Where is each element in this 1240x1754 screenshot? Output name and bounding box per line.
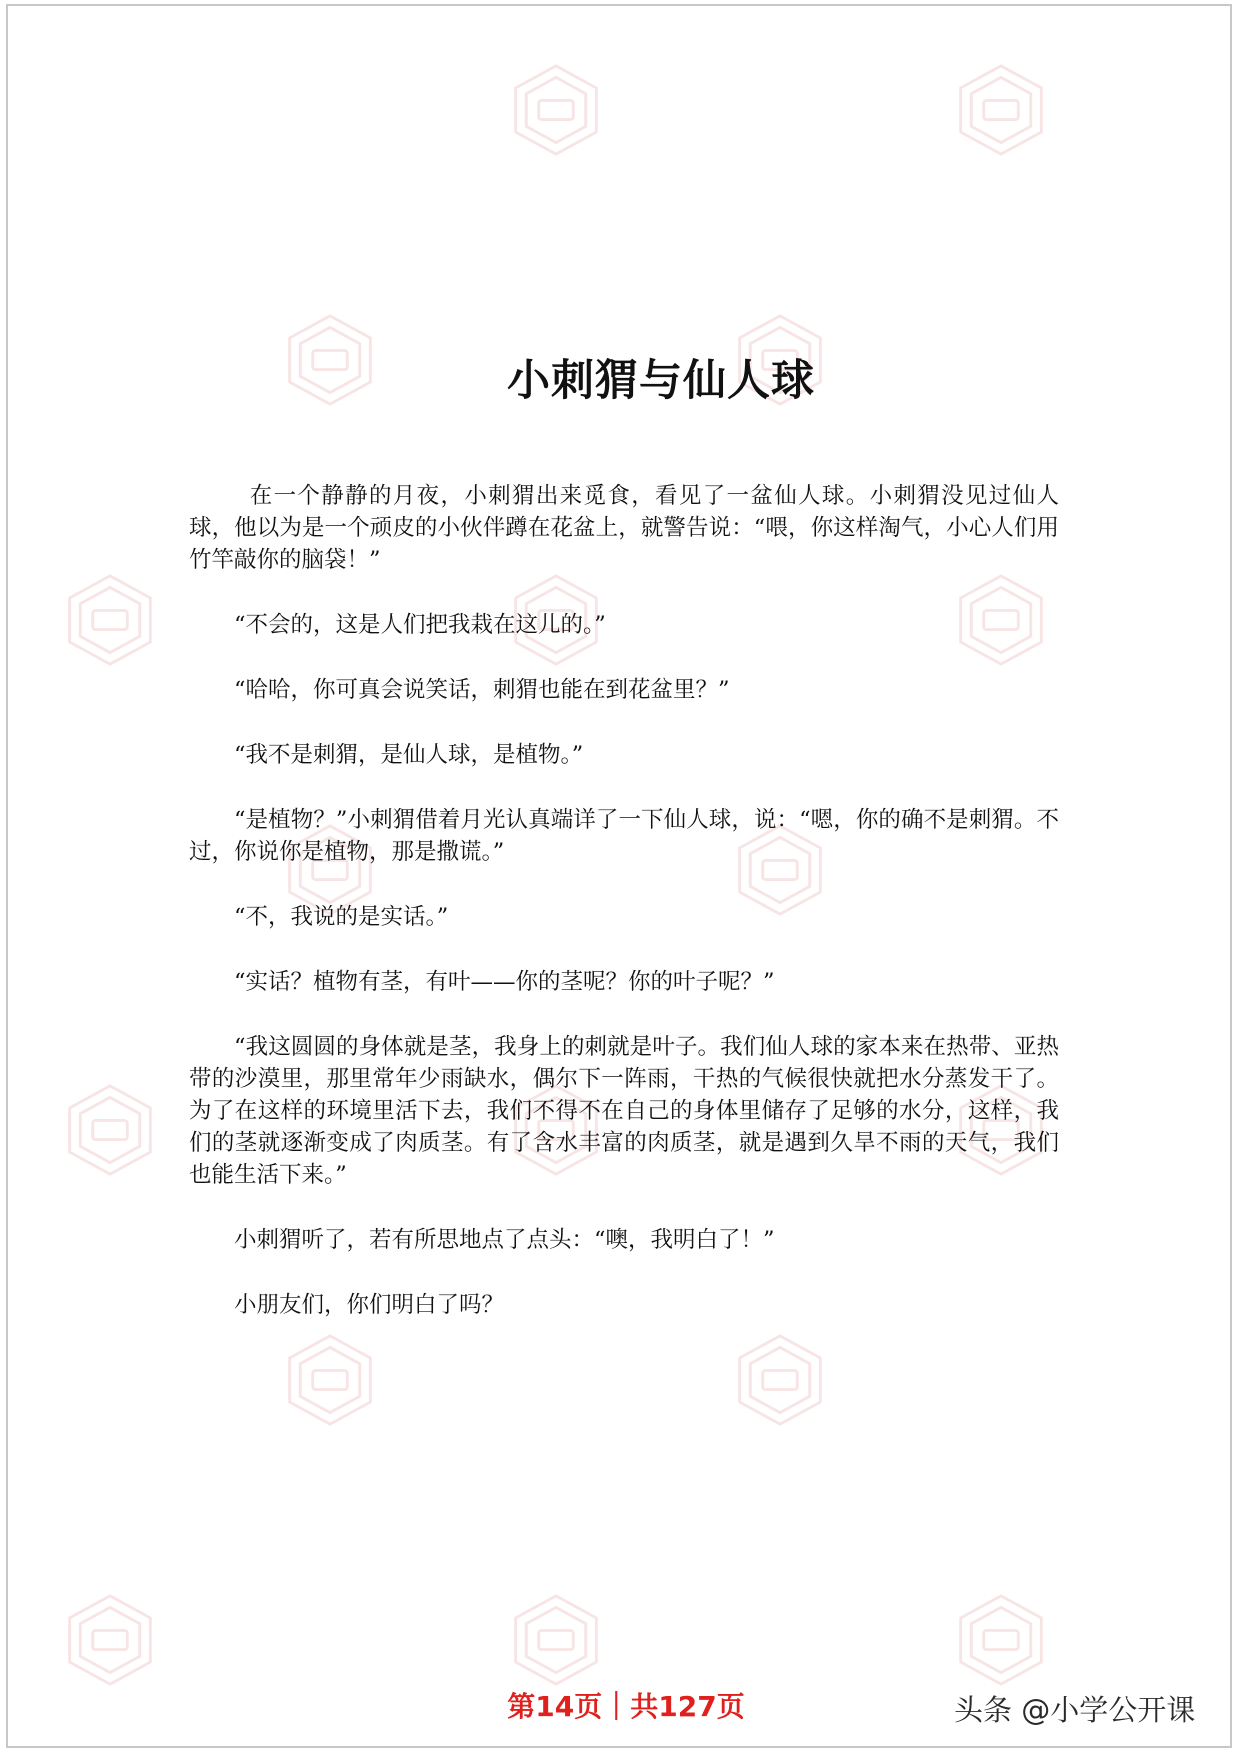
paragraph: “实话？植物有茎，有叶——你的茎呢？你的叶子呢？” xyxy=(234,969,775,995)
paragraph: “哈哈，你可真会说笑话，刺猬也能在到花盆里？” xyxy=(234,677,730,703)
watermark-hexagon-logo-icon xyxy=(953,1592,1049,1688)
watermark-hexagon-logo-icon xyxy=(62,572,158,668)
watermark-hexagon-logo-icon xyxy=(508,1592,604,1688)
watermark-hexagon-logo-icon xyxy=(508,62,604,158)
page-indicator: 第14页｜共127页 xyxy=(507,1690,745,1723)
paragraph: “不会的，这是人们把我栽在这儿的。” xyxy=(234,612,606,638)
source-credit: 头条 @小学公开课 xyxy=(954,1693,1196,1727)
document-title: 小刺猬与仙人球 xyxy=(507,356,815,406)
paragraph: “不，我说的是实话。” xyxy=(234,904,449,930)
watermark-hexagon-logo-icon xyxy=(282,1332,378,1428)
document-body xyxy=(189,480,1059,1321)
paragraph: 小刺猬听了，若有所思地点了点头：“噢，我明白了！” xyxy=(234,1227,775,1253)
paragraph: “是植物？”小刺猬借着月光认真端详了一下仙人球，说：“嗯，你的确不是刺猬。不过，你说你是植物，那是撒谎。” xyxy=(189,807,1059,865)
document-page xyxy=(6,4,1232,1748)
watermark-hexagon-logo-icon xyxy=(62,1592,158,1688)
watermark-hexagon-logo-icon xyxy=(62,1082,158,1178)
watermark-hexagon-logo-icon xyxy=(953,62,1049,158)
paragraph: 小朋友们，你们明白了吗？ xyxy=(234,1292,505,1318)
paragraph: “我不是刺猬，是仙人球，是植物。” xyxy=(234,742,584,768)
paragraph: 在一个静静的月夜，小刺猬出来觅食，看见了一盆仙人球。小刺猬没见过仙人球，他以为是一个顽皮的小伙伴蹲在花盆上，就警告说：“喂，你这样淘气，小心人们用竹竿敲你的脑袋！” xyxy=(189,483,1059,573)
paragraph: “我这圆圆的身体就是茎，我身上的刺就是叶子。我们仙人球的家本来在热带、亚热带的沙漠里，那里常年少雨缺水，偶尔下一阵雨，干热的气候很快就把水分蒸发干了。为了在这样的环境里活下去，我们不得不在自己的身体里储存了足够的水分，这样，我们的茎就逐渐变成了肉质茎。有了含水丰富的肉质茎，就是遇到久旱不雨的天气，我们也能生活下来。” xyxy=(189,1034,1059,1188)
watermark-hexagon-logo-icon xyxy=(732,1332,828,1428)
